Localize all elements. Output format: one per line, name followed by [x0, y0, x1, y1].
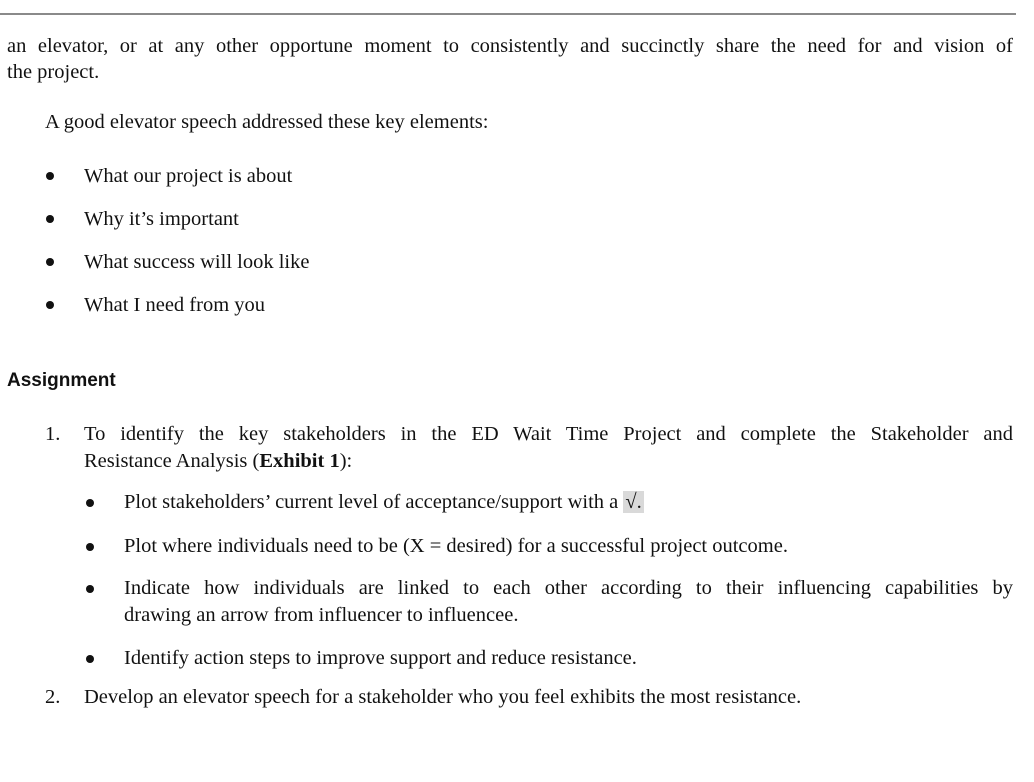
bullet-icon [86, 585, 94, 593]
list-item-text: What I need from you [84, 294, 266, 316]
list-item-text: Why it’s important [84, 208, 239, 230]
intro-line-2: the project. [7, 61, 100, 83]
bullet-icon [86, 499, 94, 507]
item-number: 2. [45, 686, 61, 708]
bullet-icon [46, 258, 54, 266]
item-1-line-2-post: ): [339, 450, 353, 472]
item-text: Develop an elevator speech for a stakeholder who you feel exhibits the most resistance. [84, 686, 802, 708]
item-1-line-1: To identify the key stakeholders in the ED Wait Time Project and complete the Stakeholder and [84, 423, 1013, 445]
bullet-icon [46, 301, 54, 309]
item-1-line-2-pre: Resistance Analysis ( [84, 450, 260, 472]
item-text [84, 421, 1013, 475]
bullet-icon [46, 215, 54, 223]
bullet-icon [86, 655, 94, 663]
bullet-icon [46, 172, 54, 180]
intro-paragraph [7, 33, 1013, 85]
intro-line-1: an elevator, or at any other opportune moment to consistently and succinctly share the need for and vision of [7, 35, 1013, 57]
sub-item-line-2: drawing an arrow from influencer to influencee. [124, 604, 519, 626]
sub-item-line-1: Indicate how individuals are linked to each other according to their influencing capabilities by [124, 577, 1013, 599]
sub-item-text: Plot stakeholders’ current level of acceptance/support with a [124, 491, 624, 513]
item-number: 1. [45, 423, 61, 445]
bullet-icon [86, 543, 94, 551]
list-item-text: What success will look like [84, 251, 310, 273]
assignment-heading: Assignment [7, 370, 116, 391]
exhibit-reference: Exhibit 1 [259, 450, 340, 472]
checkmark-symbol: √. [625, 491, 642, 513]
header-rule [0, 13, 1016, 15]
lead-text: A good elevator speech addressed these key elements: [45, 111, 489, 133]
list-item-text: What our project is about [84, 165, 293, 187]
sub-item-text: Plot where individuals need to be (X = desired) for a successful project outcome. [124, 535, 788, 557]
sub-item-text: Identify action steps to improve support and reduce resistance. [124, 647, 637, 669]
